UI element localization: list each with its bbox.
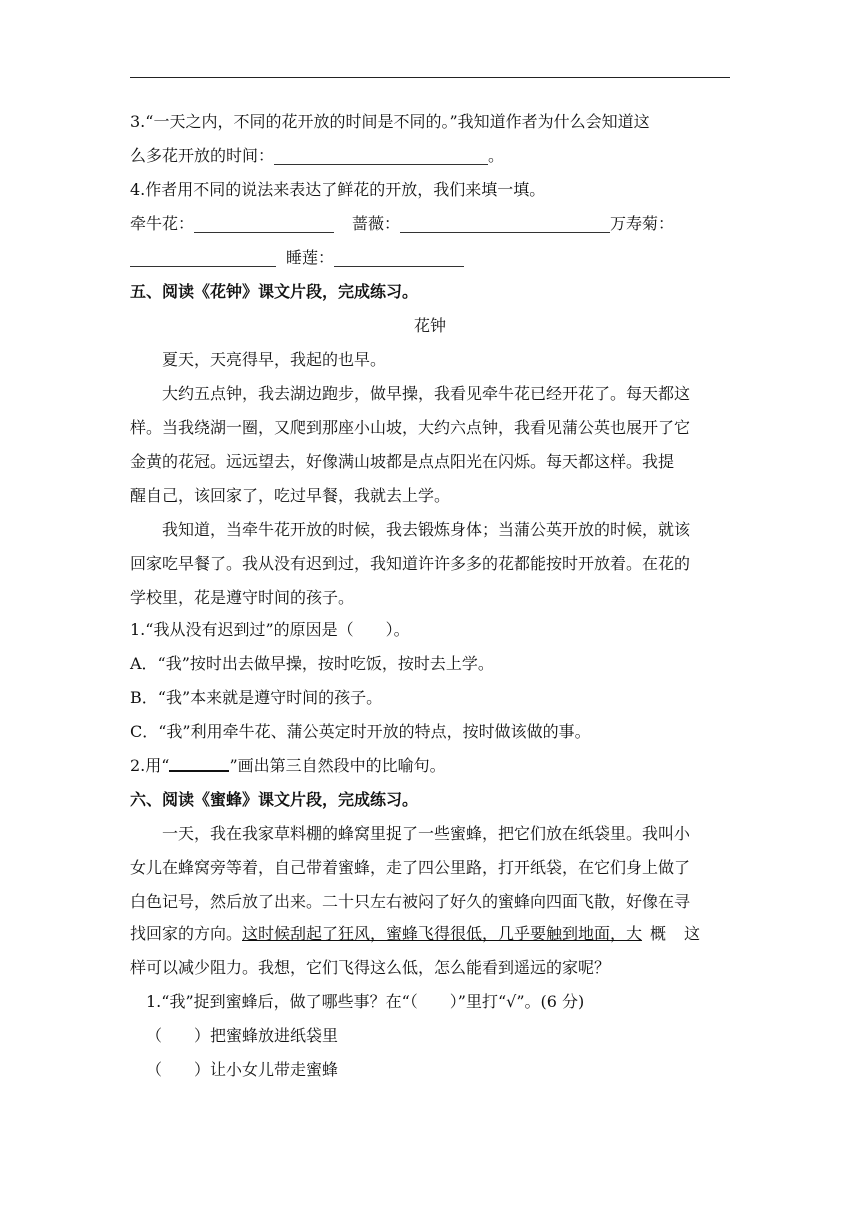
section5-question1: 1.“我从没有迟到过”的原因是（ ）。 bbox=[130, 620, 410, 639]
q4-fill-row2 bbox=[130, 246, 464, 270]
q3-line1: 3.“一天之内，不同的花开放的时间是不同的。”我知道作者为什么会知道这 bbox=[130, 112, 650, 131]
q3-line2 bbox=[130, 144, 504, 168]
fill-label-marigold: 万寿菊： bbox=[610, 214, 675, 233]
fill-blank-rose-1[interactable] bbox=[400, 216, 454, 233]
q3-prompt: 么多花开放的时间： bbox=[130, 146, 275, 165]
passage5-p3-line2: 回家吃早餐了。我从没有迟到过，我知道许许多多的花都能按时开放着。在花的 bbox=[130, 554, 691, 573]
section6-heading: 六、阅读《蜜蜂》课文片段，完成练习。 bbox=[130, 790, 419, 809]
passage6-line4-start: 找回家的方向。 bbox=[130, 924, 243, 943]
passage5-p2-line2: 样。当我绕湖一圈，又爬到那座小山坡，大约六点钟，我看见蒲公英也展开了它 bbox=[130, 418, 691, 437]
underline-mark-sample bbox=[169, 758, 229, 772]
q4-fill-row1 bbox=[130, 212, 674, 236]
fill-blank-morning-glory[interactable] bbox=[194, 216, 334, 233]
passage5-p3-line3: 学校里，花是遵守时间的孩子。 bbox=[130, 588, 355, 607]
q4-line: 4.作者用不同的说法来表达了鲜花的开放，我们来填一填。 bbox=[130, 180, 546, 199]
passage5-p2-line3: 金黄的花冠。远远望去，好像满山坡都是点点阳光在闪烁。每天都这样。我提 bbox=[130, 452, 675, 471]
fill-label-morning-glory: 牵牛花： bbox=[130, 214, 195, 233]
section5-heading: 五、阅读《花钟》课文片段，完成练习。 bbox=[130, 282, 419, 301]
section5-question2 bbox=[130, 754, 446, 778]
section6-option1[interactable]: （ ）把蜜蜂放进纸袋里 bbox=[146, 1026, 339, 1045]
section5-option-c[interactable]: C．“我”利用牵牛花、蒲公英定时开放的特点，按时做该做的事。 bbox=[130, 722, 591, 741]
section5-passage-title: 花钟 bbox=[413, 316, 446, 335]
q3-end: 。 bbox=[488, 146, 505, 165]
passage6-underlined-text: 这时候刮起了狂风，蜜蜂飞得很低，几乎要触到地面，大 bbox=[242, 924, 643, 943]
passage6-line4 bbox=[130, 922, 700, 946]
fill-label-waterlily: 睡莲： bbox=[286, 248, 335, 267]
passage6-line2: 女儿在蜂窝旁等着，自己带着蜜蜂，走了四公里路，打开纸袋，在它们身上做了 bbox=[130, 858, 691, 877]
passage6-line5: 样可以减少阻力。我想，它们飞得这么低，怎么能看到遥远的家呢？ bbox=[130, 958, 611, 977]
passage6-line4-char: 概 bbox=[650, 924, 667, 943]
section6-question1: 1.“我”捉到蜜蜂后，做了哪些事？在“（ ）”里打“√”。(6 分) bbox=[146, 992, 585, 1011]
passage6-line4-end: 这 bbox=[684, 924, 701, 943]
passage6-line3: 白色记号，然后放了出来。二十只左右被闷了好久的蜜蜂向四面飞散，好像在寻 bbox=[130, 892, 691, 911]
section6-option2[interactable]: （ ）让小女儿带走蜜蜂 bbox=[146, 1060, 339, 1079]
passage5-p2-line1: 大约五点钟，我去湖边跑步，做早操，我看见牵牛花已经开花了。每天都这 bbox=[162, 384, 691, 403]
header-rule bbox=[130, 77, 730, 78]
fill-blank-marigold[interactable] bbox=[130, 250, 276, 267]
fill-blank-waterlily[interactable] bbox=[334, 250, 464, 267]
fill-label-rose: 蔷薇： bbox=[352, 214, 401, 233]
passage6-line1: 一天，我在我家草料棚的蜂窝里捉了一些蜜蜂，把它们放在纸袋里。我叫小 bbox=[162, 824, 691, 843]
passage5-p1: 夏天，天亮得早，我起的也早。 bbox=[162, 350, 387, 369]
section5-q2-end: ”画出第三自然段中的比喻句。 bbox=[229, 756, 446, 775]
passage5-p2-line4: 醒自己，该回家了，吃过早餐，我就去上学。 bbox=[130, 486, 451, 505]
fill-blank-rose-2[interactable] bbox=[454, 216, 610, 233]
passage5-p3-line1: 我知道，当牵牛花开放的时候，我去锻炼身体；当蒲公英开放的时候，就该 bbox=[162, 520, 691, 539]
section5-q2-start: 2.用“ bbox=[130, 756, 170, 775]
q3-answer-blank[interactable] bbox=[274, 148, 488, 165]
section5-option-a[interactable]: A．“我”按时出去做早操，按时吃饭，按时去上学。 bbox=[130, 654, 494, 673]
section5-option-b[interactable]: B．“我”本来就是遵守时间的孩子。 bbox=[130, 688, 383, 707]
